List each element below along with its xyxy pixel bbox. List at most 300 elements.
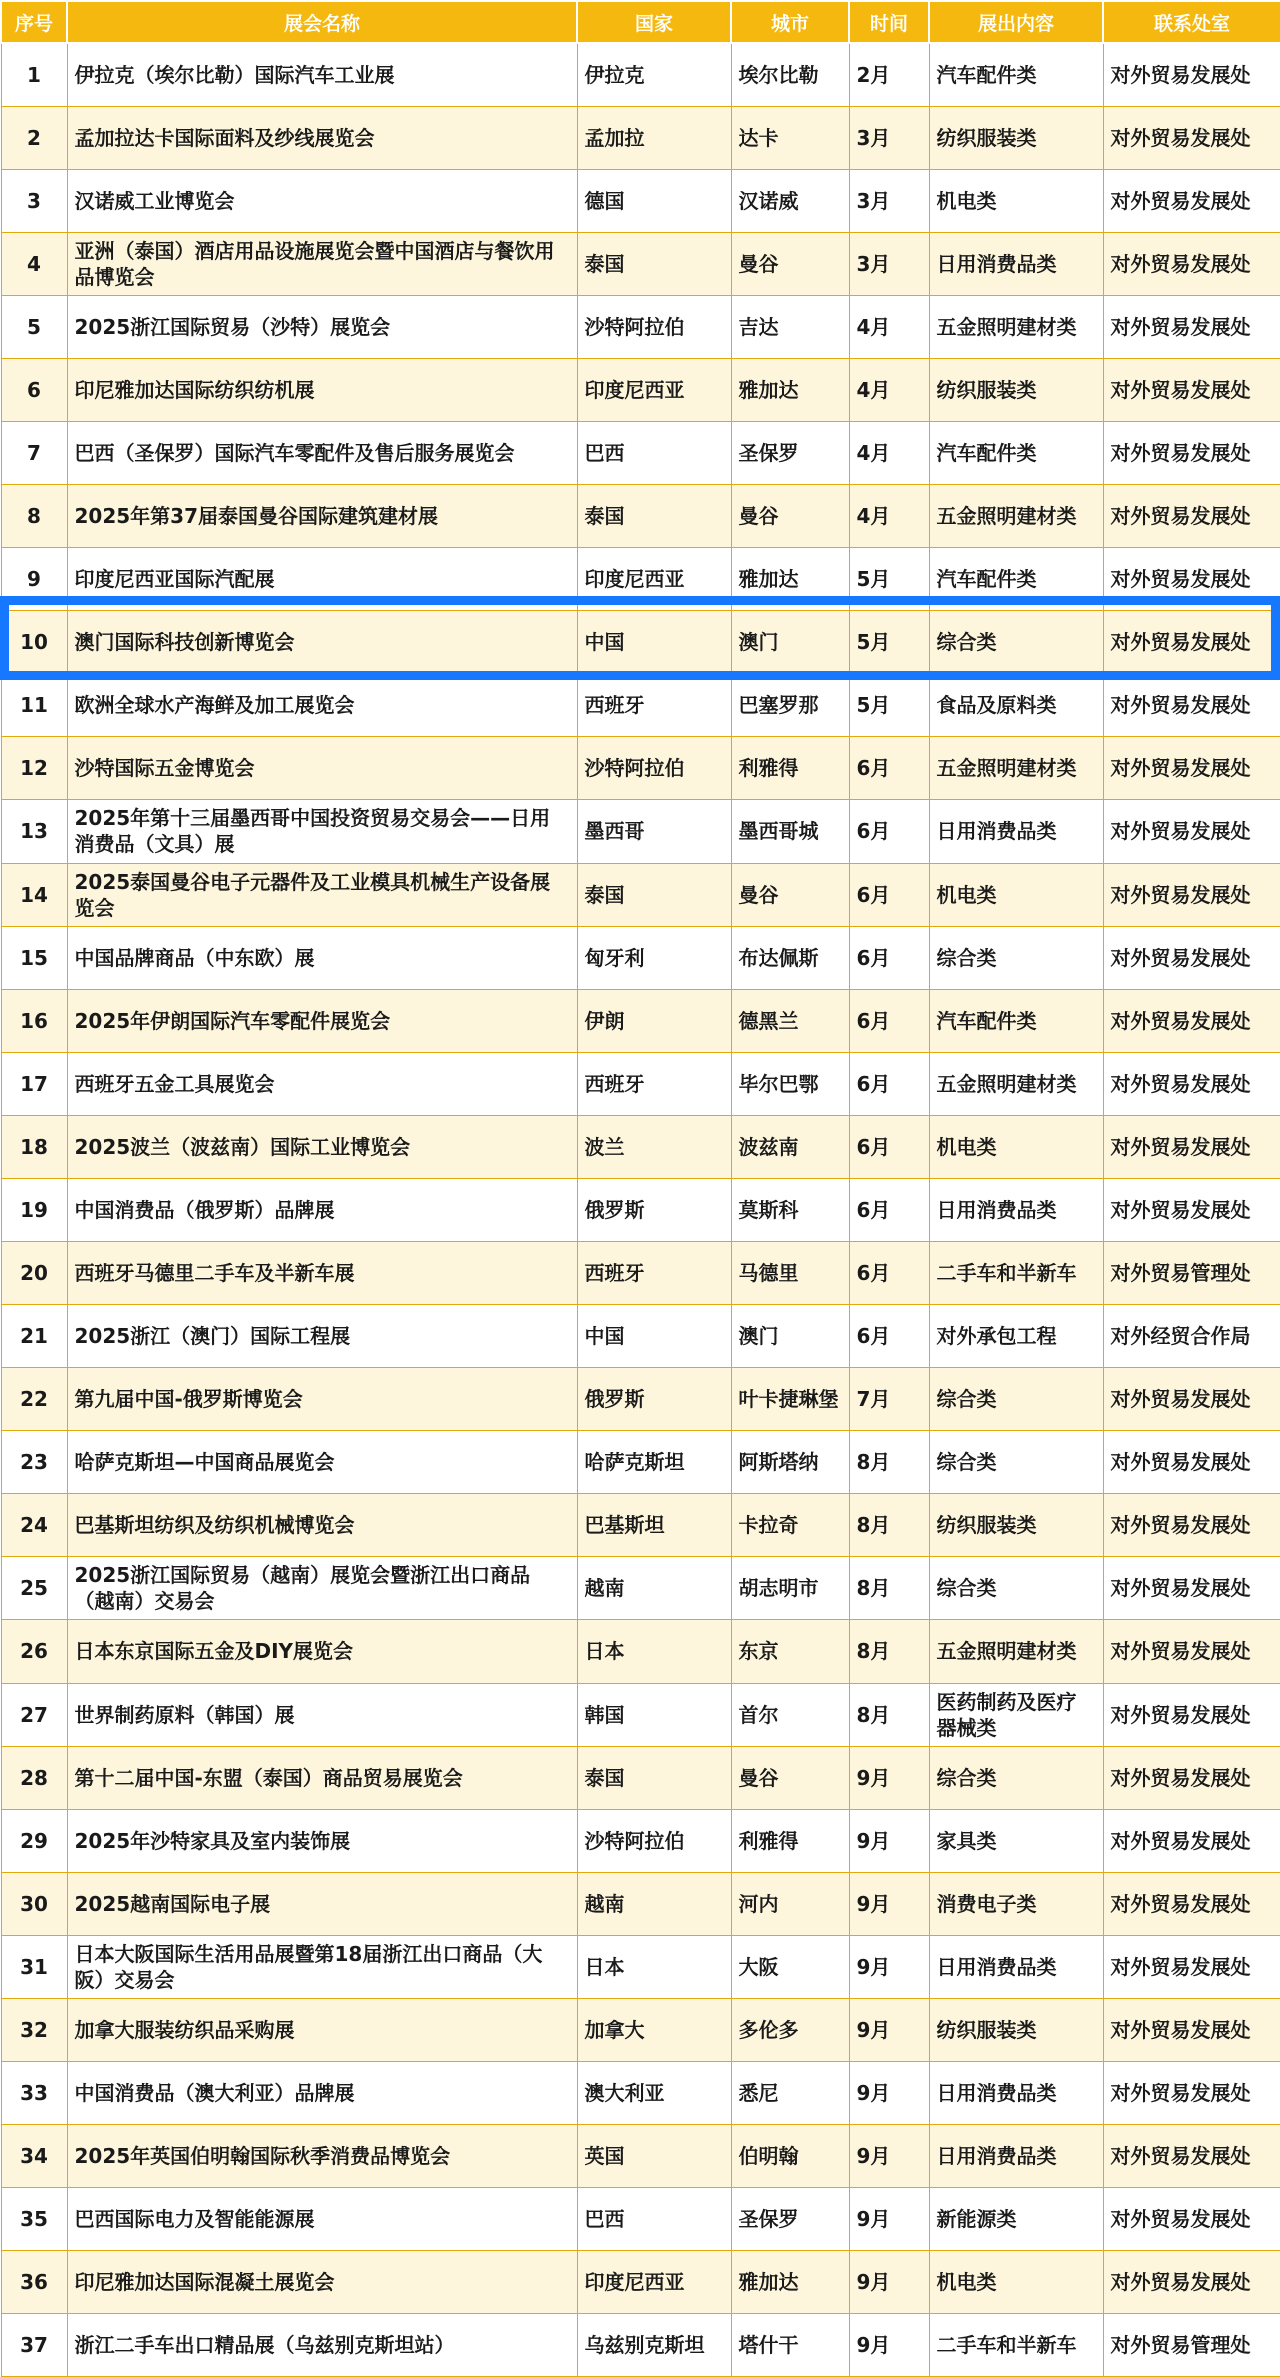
cell-expo-name: 西班牙马德里二手车及半新车展: [67, 1241, 577, 1304]
cell-index: 20: [1, 1241, 67, 1304]
cell-city: 伯明翰: [731, 2125, 849, 2188]
table-row: [1, 1115, 1280, 1178]
cell-time: 3月: [849, 106, 929, 169]
cell-category: 纺织服装类: [929, 358, 1103, 421]
table-row: [1, 548, 1280, 611]
cell-category: 机电类: [929, 863, 1103, 926]
cell-time: 9月: [849, 1809, 929, 1872]
table-row: [1, 800, 1280, 863]
cell-country: 越南: [577, 1557, 731, 1620]
cell-time: 9月: [849, 2314, 929, 2377]
cell-category: 机电类: [929, 169, 1103, 232]
cell-contact-office: 对外贸易发展处: [1103, 800, 1280, 863]
cell-contact-office: 对外贸易发展处: [1103, 1935, 1280, 1998]
cell-index: 16: [1, 989, 67, 1052]
cell-category: 日用消费品类: [929, 2062, 1103, 2125]
cell-country: 巴基斯坦: [577, 1494, 731, 1557]
cell-index: 10: [1, 611, 67, 674]
cell-expo-name: 中国品牌商品（中东欧）展: [67, 926, 577, 989]
cell-contact-office: 对外贸易发展处: [1103, 1115, 1280, 1178]
cell-category: 五金照明建材类: [929, 1620, 1103, 1683]
cell-time: 6月: [849, 989, 929, 1052]
table-row: [1, 1241, 1280, 1304]
cell-expo-name: 2025泰国曼谷电子元器件及工业模具机械生产设备展览会: [67, 863, 577, 926]
cell-country: 巴西: [577, 2188, 731, 2251]
cell-contact-office: 对外贸易发展处: [1103, 2188, 1280, 2251]
cell-index: 36: [1, 2251, 67, 2314]
table-row: [1, 43, 1280, 106]
cell-index: 11: [1, 674, 67, 737]
table-row: [1, 1683, 1280, 1746]
cell-category: 综合类: [929, 1431, 1103, 1494]
cell-index: 32: [1, 1998, 67, 2061]
cell-category: 纺织服装类: [929, 106, 1103, 169]
cell-index: 37: [1, 2314, 67, 2377]
cell-time: 5月: [849, 674, 929, 737]
cell-country: 中国: [577, 611, 731, 674]
cell-expo-name: 巴西（圣保罗）国际汽车零配件及售后服务展览会: [67, 421, 577, 484]
cell-expo-name: 2025年伊朗国际汽车零配件展览会: [67, 989, 577, 1052]
cell-index: 30: [1, 1872, 67, 1935]
cell-category: 新能源类: [929, 2188, 1103, 2251]
cell-country: 越南: [577, 1872, 731, 1935]
cell-expo-name: 印度尼西亚国际汽配展: [67, 548, 577, 611]
cell-index: 35: [1, 2188, 67, 2251]
cell-expo-name: 汉诺威工业博览会: [67, 169, 577, 232]
cell-category: 综合类: [929, 611, 1103, 674]
cell-country: 匈牙利: [577, 926, 731, 989]
cell-city: 雅加达: [731, 2251, 849, 2314]
cell-contact-office: 对外贸易发展处: [1103, 106, 1280, 169]
table-body: [1, 43, 1280, 2377]
cell-contact-office: 对外贸易发展处: [1103, 169, 1280, 232]
cell-city: 雅加达: [731, 548, 849, 611]
cell-index: 2: [1, 106, 67, 169]
cell-city: 毕尔巴鄂: [731, 1052, 849, 1115]
cell-category: 纺织服装类: [929, 1494, 1103, 1557]
cell-index: 25: [1, 1557, 67, 1620]
cell-contact-office: 对外贸易发展处: [1103, 485, 1280, 548]
cell-contact-office: 对外贸易发展处: [1103, 674, 1280, 737]
table-row: [1, 169, 1280, 232]
cell-city: 马德里: [731, 1241, 849, 1304]
cell-country: 印度尼西亚: [577, 2251, 731, 2314]
cell-index: 12: [1, 737, 67, 800]
cell-country: 泰国: [577, 232, 731, 295]
cell-expo-name: 沙特国际五金博览会: [67, 737, 577, 800]
table-row: [1, 1935, 1280, 1998]
cell-category: 二手车和半新车: [929, 2314, 1103, 2377]
cell-city: 东京: [731, 1620, 849, 1683]
cell-expo-name: 2025越南国际电子展: [67, 1872, 577, 1935]
cell-index: 13: [1, 800, 67, 863]
cell-city: 达卡: [731, 106, 849, 169]
cell-expo-name: 2025浙江国际贸易（越南）展览会暨浙江出口商品（越南）交易会: [67, 1557, 577, 1620]
table-row: [1, 611, 1280, 674]
header-category: 展出内容: [929, 1, 1103, 43]
cell-index: 14: [1, 863, 67, 926]
header-expo-name: 展会名称: [67, 1, 577, 43]
cell-contact-office: 对外贸易发展处: [1103, 1431, 1280, 1494]
cell-expo-name: 2025年第十三届墨西哥中国投资贸易交易会——日用消费品（文具）展: [67, 800, 577, 863]
table-row: [1, 295, 1280, 358]
cell-city: 悉尼: [731, 2062, 849, 2125]
cell-city: 雅加达: [731, 358, 849, 421]
cell-country: 乌兹别克斯坦: [577, 2314, 731, 2377]
cell-country: 伊拉克: [577, 43, 731, 106]
cell-index: 29: [1, 1809, 67, 1872]
cell-city: 首尔: [731, 1683, 849, 1746]
cell-category: 综合类: [929, 926, 1103, 989]
cell-expo-name: 西班牙五金工具展览会: [67, 1052, 577, 1115]
table-row: [1, 232, 1280, 295]
cell-country: 泰国: [577, 863, 731, 926]
cell-city: 墨西哥城: [731, 800, 849, 863]
cell-contact-office: 对外贸易管理处: [1103, 1241, 1280, 1304]
cell-time: 9月: [849, 1746, 929, 1809]
cell-expo-name: 日本东京国际五金及DIY展览会: [67, 1620, 577, 1683]
cell-category: 日用消费品类: [929, 1178, 1103, 1241]
cell-contact-office: 对外贸易发展处: [1103, 926, 1280, 989]
cell-country: 韩国: [577, 1683, 731, 1746]
cell-time: 6月: [849, 926, 929, 989]
cell-time: 9月: [849, 2062, 929, 2125]
cell-index: 34: [1, 2125, 67, 2188]
cell-country: 沙特阿拉伯: [577, 1809, 731, 1872]
cell-expo-name: 巴西国际电力及智能能源展: [67, 2188, 577, 2251]
cell-country: 德国: [577, 169, 731, 232]
cell-country: 澳大利亚: [577, 2062, 731, 2125]
cell-index: 9: [1, 548, 67, 611]
cell-time: 3月: [849, 232, 929, 295]
cell-time: 8月: [849, 1683, 929, 1746]
cell-city: 多伦多: [731, 1998, 849, 2061]
cell-city: 德黑兰: [731, 989, 849, 1052]
cell-expo-name: 欧洲全球水产海鲜及加工展览会: [67, 674, 577, 737]
header-city: 城市: [731, 1, 849, 43]
cell-expo-name: 世界制药原料（韩国）展: [67, 1683, 577, 1746]
cell-city: 胡志明市: [731, 1557, 849, 1620]
cell-index: 1: [1, 43, 67, 106]
cell-time: 4月: [849, 485, 929, 548]
cell-city: 曼谷: [731, 232, 849, 295]
cell-time: 2月: [849, 43, 929, 106]
cell-country: 俄罗斯: [577, 1178, 731, 1241]
cell-city: 澳门: [731, 1305, 849, 1368]
table-row: [1, 926, 1280, 989]
cell-index: 24: [1, 1494, 67, 1557]
table-row: [1, 1557, 1280, 1620]
cell-contact-office: 对外贸易发展处: [1103, 989, 1280, 1052]
table-row: [1, 2188, 1280, 2251]
table-row: [1, 2251, 1280, 2314]
cell-city: 叶卡捷琳堡: [731, 1368, 849, 1431]
cell-time: 6月: [849, 1115, 929, 1178]
cell-expo-name: 印尼雅加达国际混凝土展览会: [67, 2251, 577, 2314]
cell-city: 利雅得: [731, 1809, 849, 1872]
cell-expo-name: 第十二届中国-东盟（泰国）商品贸易展览会: [67, 1746, 577, 1809]
cell-city: 布达佩斯: [731, 926, 849, 989]
cell-time: 9月: [849, 2251, 929, 2314]
cell-category: 机电类: [929, 2251, 1103, 2314]
cell-expo-name: 浙江二手车出口精品展（乌兹别克斯坦站）: [67, 2314, 577, 2377]
cell-city: 汉诺威: [731, 169, 849, 232]
cell-time: 8月: [849, 1431, 929, 1494]
cell-contact-office: 对外贸易发展处: [1103, 1746, 1280, 1809]
cell-contact-office: 对外贸易发展处: [1103, 1494, 1280, 1557]
cell-country: 英国: [577, 2125, 731, 2188]
cell-contact-office: 对外贸易发展处: [1103, 737, 1280, 800]
cell-expo-name: 巴基斯坦纺织及纺织机械博览会: [67, 1494, 577, 1557]
cell-index: 21: [1, 1305, 67, 1368]
cell-city: 莫斯科: [731, 1178, 849, 1241]
cell-index: 27: [1, 1683, 67, 1746]
header-index: 序号: [1, 1, 67, 43]
cell-expo-name: 中国消费品（澳大利亚）品牌展: [67, 2062, 577, 2125]
cell-country: 沙特阿拉伯: [577, 737, 731, 800]
cell-time: 6月: [849, 737, 929, 800]
cell-category: 日用消费品类: [929, 1935, 1103, 1998]
table-row: [1, 989, 1280, 1052]
cell-country: 中国: [577, 1305, 731, 1368]
cell-contact-office: 对外贸易发展处: [1103, 1809, 1280, 1872]
cell-country: 孟加拉: [577, 106, 731, 169]
cell-category: 日用消费品类: [929, 800, 1103, 863]
cell-city: 曼谷: [731, 485, 849, 548]
cell-country: 墨西哥: [577, 800, 731, 863]
cell-category: 汽车配件类: [929, 989, 1103, 1052]
table-row: [1, 1178, 1280, 1241]
cell-expo-name: 孟加拉达卡国际面料及纱线展览会: [67, 106, 577, 169]
table-row: [1, 1368, 1280, 1431]
cell-city: 圣保罗: [731, 2188, 849, 2251]
table-row: [1, 863, 1280, 926]
cell-time: 5月: [849, 548, 929, 611]
cell-category: 家具类: [929, 1809, 1103, 1872]
cell-index: 17: [1, 1052, 67, 1115]
cell-time: 8月: [849, 1620, 929, 1683]
cell-time: 4月: [849, 295, 929, 358]
cell-time: 6月: [849, 1178, 929, 1241]
table-row: [1, 1052, 1280, 1115]
cell-city: 澳门: [731, 611, 849, 674]
table-row: [1, 674, 1280, 737]
cell-city: 河内: [731, 1872, 849, 1935]
cell-index: 31: [1, 1935, 67, 1998]
cell-category: 汽车配件类: [929, 43, 1103, 106]
cell-expo-name: 中国消费品（俄罗斯）品牌展: [67, 1178, 577, 1241]
cell-city: 卡拉奇: [731, 1494, 849, 1557]
cell-index: 23: [1, 1431, 67, 1494]
cell-index: 18: [1, 1115, 67, 1178]
table-row: [1, 1872, 1280, 1935]
cell-country: 沙特阿拉伯: [577, 295, 731, 358]
cell-contact-office: 对外贸易发展处: [1103, 358, 1280, 421]
cell-index: 3: [1, 169, 67, 232]
cell-expo-name: 2025浙江国际贸易（沙特）展览会: [67, 295, 577, 358]
header-row: [1, 1, 1280, 43]
cell-category: 日用消费品类: [929, 2125, 1103, 2188]
cell-contact-office: 对外贸易发展处: [1103, 295, 1280, 358]
table-row: [1, 1305, 1280, 1368]
header-contact-office: 联系处室: [1103, 1, 1280, 43]
cell-contact-office: 对外贸易发展处: [1103, 2125, 1280, 2188]
cell-index: 7: [1, 421, 67, 484]
cell-contact-office: 对外贸易发展处: [1103, 1683, 1280, 1746]
cell-category: 综合类: [929, 1557, 1103, 1620]
cell-contact-office: 对外经贸合作局: [1103, 1305, 1280, 1368]
cell-contact-office: 对外贸易发展处: [1103, 232, 1280, 295]
cell-index: 5: [1, 295, 67, 358]
cell-expo-name: 日本大阪国际生活用品展暨第18届浙江出口商品（大阪）交易会: [67, 1935, 577, 1998]
cell-contact-office: 对外贸易发展处: [1103, 2062, 1280, 2125]
cell-country: 西班牙: [577, 1052, 731, 1115]
cell-contact-office: 对外贸易发展处: [1103, 1368, 1280, 1431]
table-row: [1, 1620, 1280, 1683]
cell-index: 4: [1, 232, 67, 295]
cell-category: 食品及原料类: [929, 674, 1103, 737]
cell-category: 五金照明建材类: [929, 485, 1103, 548]
cell-category: 综合类: [929, 1368, 1103, 1431]
cell-city: 塔什干: [731, 2314, 849, 2377]
table-row: [1, 358, 1280, 421]
cell-contact-office: 对外贸易发展处: [1103, 863, 1280, 926]
cell-category: 消费电子类: [929, 1872, 1103, 1935]
cell-time: 6月: [849, 1241, 929, 1304]
cell-country: 日本: [577, 1935, 731, 1998]
cell-country: 哈萨克斯坦: [577, 1431, 731, 1494]
cell-time: 6月: [849, 863, 929, 926]
cell-time: 4月: [849, 421, 929, 484]
cell-expo-name: 2025年沙特家具及室内装饰展: [67, 1809, 577, 1872]
cell-city: 利雅得: [731, 737, 849, 800]
cell-category: 机电类: [929, 1115, 1103, 1178]
cell-country: 巴西: [577, 421, 731, 484]
cell-country: 波兰: [577, 1115, 731, 1178]
cell-category: 日用消费品类: [929, 232, 1103, 295]
cell-contact-office: 对外贸易发展处: [1103, 43, 1280, 106]
cell-index: 22: [1, 1368, 67, 1431]
cell-index: 19: [1, 1178, 67, 1241]
cell-country: 加拿大: [577, 1998, 731, 2061]
cell-country: 俄罗斯: [577, 1368, 731, 1431]
header-time: 时间: [849, 1, 929, 43]
table-row: [1, 1494, 1280, 1557]
cell-contact-office: 对外贸易管理处: [1103, 2314, 1280, 2377]
cell-expo-name: 2025浙江（澳门）国际工程展: [67, 1305, 577, 1368]
cell-time: 7月: [849, 1368, 929, 1431]
header-country: 国家: [577, 1, 731, 43]
cell-country: 伊朗: [577, 989, 731, 1052]
cell-category: 纺织服装类: [929, 1998, 1103, 2061]
cell-contact-office: 对外贸易发展处: [1103, 1620, 1280, 1683]
table-row: [1, 2125, 1280, 2188]
cell-time: 8月: [849, 1557, 929, 1620]
cell-country: 印度尼西亚: [577, 358, 731, 421]
cell-city: 埃尔比勒: [731, 43, 849, 106]
cell-category: 汽车配件类: [929, 421, 1103, 484]
cell-contact-office: 对外贸易发展处: [1103, 548, 1280, 611]
cell-time: 9月: [849, 1872, 929, 1935]
cell-city: 大阪: [731, 1935, 849, 1998]
cell-index: 6: [1, 358, 67, 421]
cell-time: 9月: [849, 2188, 929, 2251]
cell-contact-office: 对外贸易发展处: [1103, 1998, 1280, 2061]
cell-index: 8: [1, 485, 67, 548]
cell-time: 9月: [849, 2125, 929, 2188]
cell-contact-office: 对外贸易发展处: [1103, 421, 1280, 484]
cell-city: 阿斯塔纳: [731, 1431, 849, 1494]
cell-time: 3月: [849, 169, 929, 232]
cell-city: 圣保罗: [731, 421, 849, 484]
cell-expo-name: 2025年第37届泰国曼谷国际建筑建材展: [67, 485, 577, 548]
cell-contact-office: 对外贸易发展处: [1103, 611, 1280, 674]
cell-expo-name: 第九届中国-俄罗斯博览会: [67, 1368, 577, 1431]
cell-time: 6月: [849, 1305, 929, 1368]
cell-index: 33: [1, 2062, 67, 2125]
cell-time: 9月: [849, 1998, 929, 2061]
cell-country: 西班牙: [577, 674, 731, 737]
cell-time: 4月: [849, 358, 929, 421]
cell-country: 日本: [577, 1620, 731, 1683]
table-row: [1, 1998, 1280, 2061]
cell-category: 对外承包工程: [929, 1305, 1103, 1368]
cell-expo-name: 伊拉克（埃尔比勒）国际汽车工业展: [67, 43, 577, 106]
cell-time: 5月: [849, 611, 929, 674]
cell-expo-name: 2025年英国伯明翰国际秋季消费品博览会: [67, 2125, 577, 2188]
cell-expo-name: 亚洲（泰国）酒店用品设施展览会暨中国酒店与餐饮用品博览会: [67, 232, 577, 295]
cell-contact-office: 对外贸易发展处: [1103, 1872, 1280, 1935]
cell-city: 波兹南: [731, 1115, 849, 1178]
cell-expo-name: 2025波兰（波兹南）国际工业博览会: [67, 1115, 577, 1178]
table-row: [1, 106, 1280, 169]
table-row: [1, 1809, 1280, 1872]
cell-index: 28: [1, 1746, 67, 1809]
table-row: [1, 1746, 1280, 1809]
cell-city: 巴塞罗那: [731, 674, 849, 737]
cell-contact-office: 对外贸易发展处: [1103, 1052, 1280, 1115]
cell-category: 二手车和半新车: [929, 1241, 1103, 1304]
cell-category: 综合类: [929, 1746, 1103, 1809]
cell-city: 曼谷: [731, 863, 849, 926]
cell-category: 五金照明建材类: [929, 295, 1103, 358]
cell-contact-office: 对外贸易发展处: [1103, 1178, 1280, 1241]
table-row: [1, 421, 1280, 484]
table-row: [1, 1431, 1280, 1494]
cell-country: 印度尼西亚: [577, 548, 731, 611]
cell-contact-office: 对外贸易发展处: [1103, 1557, 1280, 1620]
cell-category: 医药制药及医疗器械类: [929, 1683, 1103, 1746]
cell-index: 15: [1, 926, 67, 989]
cell-time: 6月: [849, 1052, 929, 1115]
table-row: [1, 2062, 1280, 2125]
cell-country: 泰国: [577, 1746, 731, 1809]
cell-category: 汽车配件类: [929, 548, 1103, 611]
cell-expo-name: 澳门国际科技创新博览会: [67, 611, 577, 674]
table-row: [1, 2314, 1280, 2377]
cell-city: 吉达: [731, 295, 849, 358]
cell-time: 6月: [849, 800, 929, 863]
cell-contact-office: 对外贸易发展处: [1103, 2251, 1280, 2314]
cell-expo-name: 哈萨克斯坦—中国商品展览会: [67, 1431, 577, 1494]
cell-country: 西班牙: [577, 1241, 731, 1304]
cell-time: 8月: [849, 1494, 929, 1557]
cell-category: 五金照明建材类: [929, 1052, 1103, 1115]
table-row: [1, 485, 1280, 548]
cell-time: 9月: [849, 1935, 929, 1998]
table-row: [1, 737, 1280, 800]
cell-index: 26: [1, 1620, 67, 1683]
